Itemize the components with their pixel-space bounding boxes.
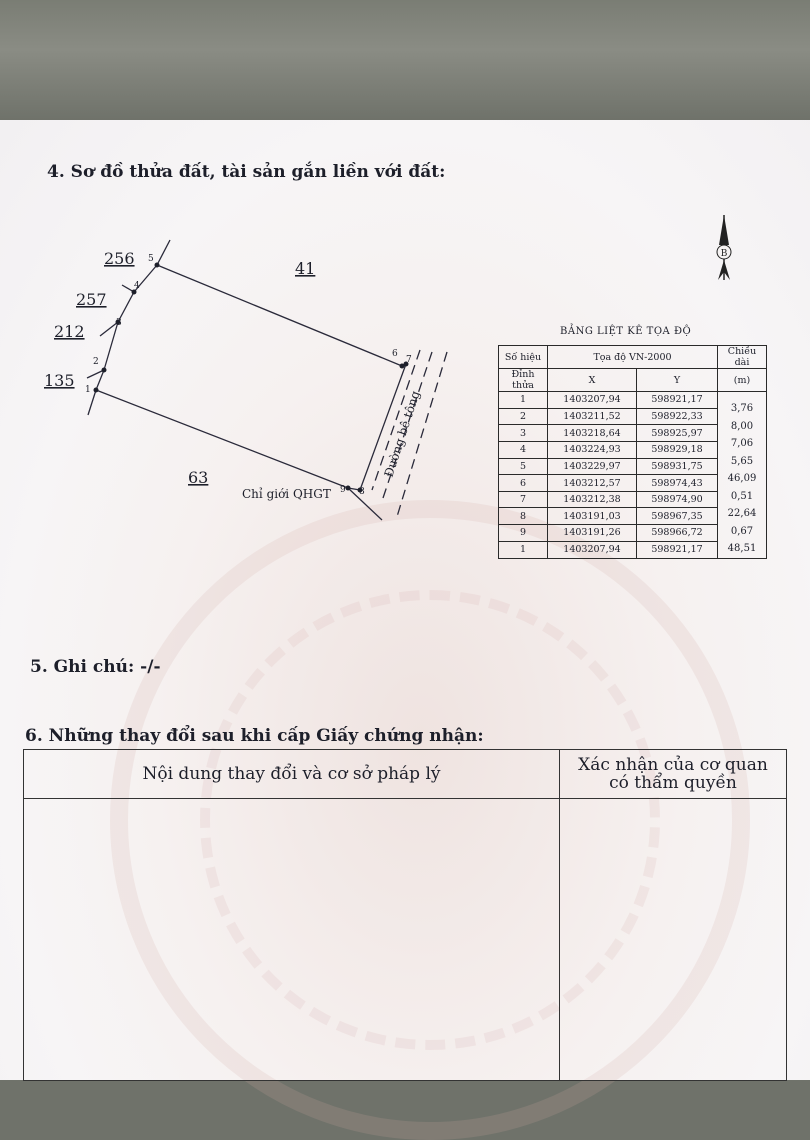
vertex-label: 5 [148, 254, 154, 264]
segment-length: 0,51 [730, 490, 754, 502]
coord-table [498, 345, 767, 559]
vertex-label: 1 [85, 385, 91, 395]
row-id: 1 [499, 392, 548, 409]
length-column [718, 392, 767, 559]
row-x: 1403218,64 [548, 425, 637, 442]
row-x: 1403212,57 [548, 475, 637, 492]
changes-content-cell [24, 799, 560, 1081]
parcel-number: 63 [188, 468, 209, 487]
vertex-label: 2 [93, 357, 99, 367]
changes-col-content-header: Nội dung thay đổi và cơ sở pháp lý [24, 750, 560, 799]
table-row [499, 392, 767, 409]
vertex-label: 9 [340, 485, 346, 495]
row-id: 4 [499, 441, 548, 458]
row-id: 6 [499, 475, 548, 492]
road-edge-lines [372, 350, 447, 520]
row-y: 598967,35 [637, 508, 718, 525]
row-id: 8 [499, 508, 548, 525]
vertex-label: 7 [406, 355, 412, 365]
header-so-hieu: Số hiệu [499, 346, 548, 369]
row-x: 1403212,38 [548, 491, 637, 508]
parcel-number: 257 [76, 290, 107, 309]
row-id: 1 [499, 541, 548, 558]
parcel-number: 212 [54, 322, 85, 341]
row-y: 598974,90 [637, 491, 718, 508]
changes-table [23, 749, 787, 1081]
changes-col-confirm-header [560, 750, 787, 799]
row-x: 1403191,26 [548, 525, 637, 542]
boundary-label: Chỉ giới QHGT [242, 487, 331, 501]
row-id: 9 [499, 525, 548, 542]
row-y: 598921,17 [637, 392, 718, 409]
header-toa-do: Tọa độ VN-2000 [548, 346, 718, 369]
row-y: 598922,33 [637, 408, 718, 425]
changes-confirm-cell [560, 799, 787, 1081]
header-unit: (m) [718, 369, 767, 392]
section5-title: 5. Ghi chú: -/- [30, 657, 161, 677]
segment-length: 5,65 [730, 455, 754, 467]
header-y: Y [637, 369, 718, 392]
segment-length: 46,09 [727, 473, 757, 484]
row-x: 1403211,52 [548, 408, 637, 425]
row-x: 1403224,93 [548, 441, 637, 458]
row-y: 598931,75 [637, 458, 718, 475]
section4-title: 4. Sơ đồ thửa đất, tài sản gắn liền với đất: [47, 162, 446, 182]
row-y: 598974,43 [637, 475, 718, 492]
vertex-labels [85, 254, 412, 497]
vertex-label: 6 [392, 349, 398, 359]
row-id: 7 [499, 491, 548, 508]
segment-length: 22,64 [727, 508, 757, 519]
vertex-label: 3 [116, 318, 122, 328]
segment-length: 8,00 [730, 420, 754, 432]
segment-length: 3,76 [730, 403, 754, 414]
confirm-header-line2: có thẩm quyền [609, 773, 737, 793]
coord-table-title: BẢNG LIỆT KÊ TỌA ĐỘ [560, 326, 692, 337]
row-y: 598925,97 [637, 425, 718, 442]
header-x: X [548, 369, 637, 392]
segment-length: 0,67 [730, 525, 754, 537]
row-y: 598966,72 [637, 525, 718, 542]
row-x: 1403207,94 [548, 392, 637, 409]
road-label: Đường bê tông [381, 389, 423, 479]
row-x: 1403207,94 [548, 541, 637, 558]
parcel-number: 41 [295, 259, 316, 278]
segment-length: 7,06 [730, 438, 754, 449]
row-y: 598929,18 [637, 441, 718, 458]
row-id: 2 [499, 408, 548, 425]
section6-title: 6. Những thay đổi sau khi cấp Giấy chứng nhận: [25, 726, 484, 746]
vertex-label: 8 [359, 487, 365, 497]
parcel-number: 135 [44, 371, 75, 390]
row-x: 1403191,03 [548, 508, 637, 525]
north-arrow-icon [717, 215, 731, 280]
confirm-header-line1: Xác nhận của cơ quan [578, 755, 768, 775]
segment-length: 48,51 [727, 543, 757, 554]
header-chieu-dai: Chiều dài [718, 346, 767, 369]
row-y: 598921,17 [637, 541, 718, 558]
row-id: 5 [499, 458, 548, 475]
row-id: 3 [499, 425, 548, 442]
north-label: B [720, 249, 728, 259]
header-dinh-thua: Đỉnh thửa [499, 369, 548, 392]
row-x: 1403229,97 [548, 458, 637, 475]
parcel-number: 256 [104, 249, 135, 268]
neighbour-parcel-numbers [44, 249, 315, 487]
vertex-label: 4 [134, 281, 140, 291]
vertex-markers [94, 263, 409, 493]
